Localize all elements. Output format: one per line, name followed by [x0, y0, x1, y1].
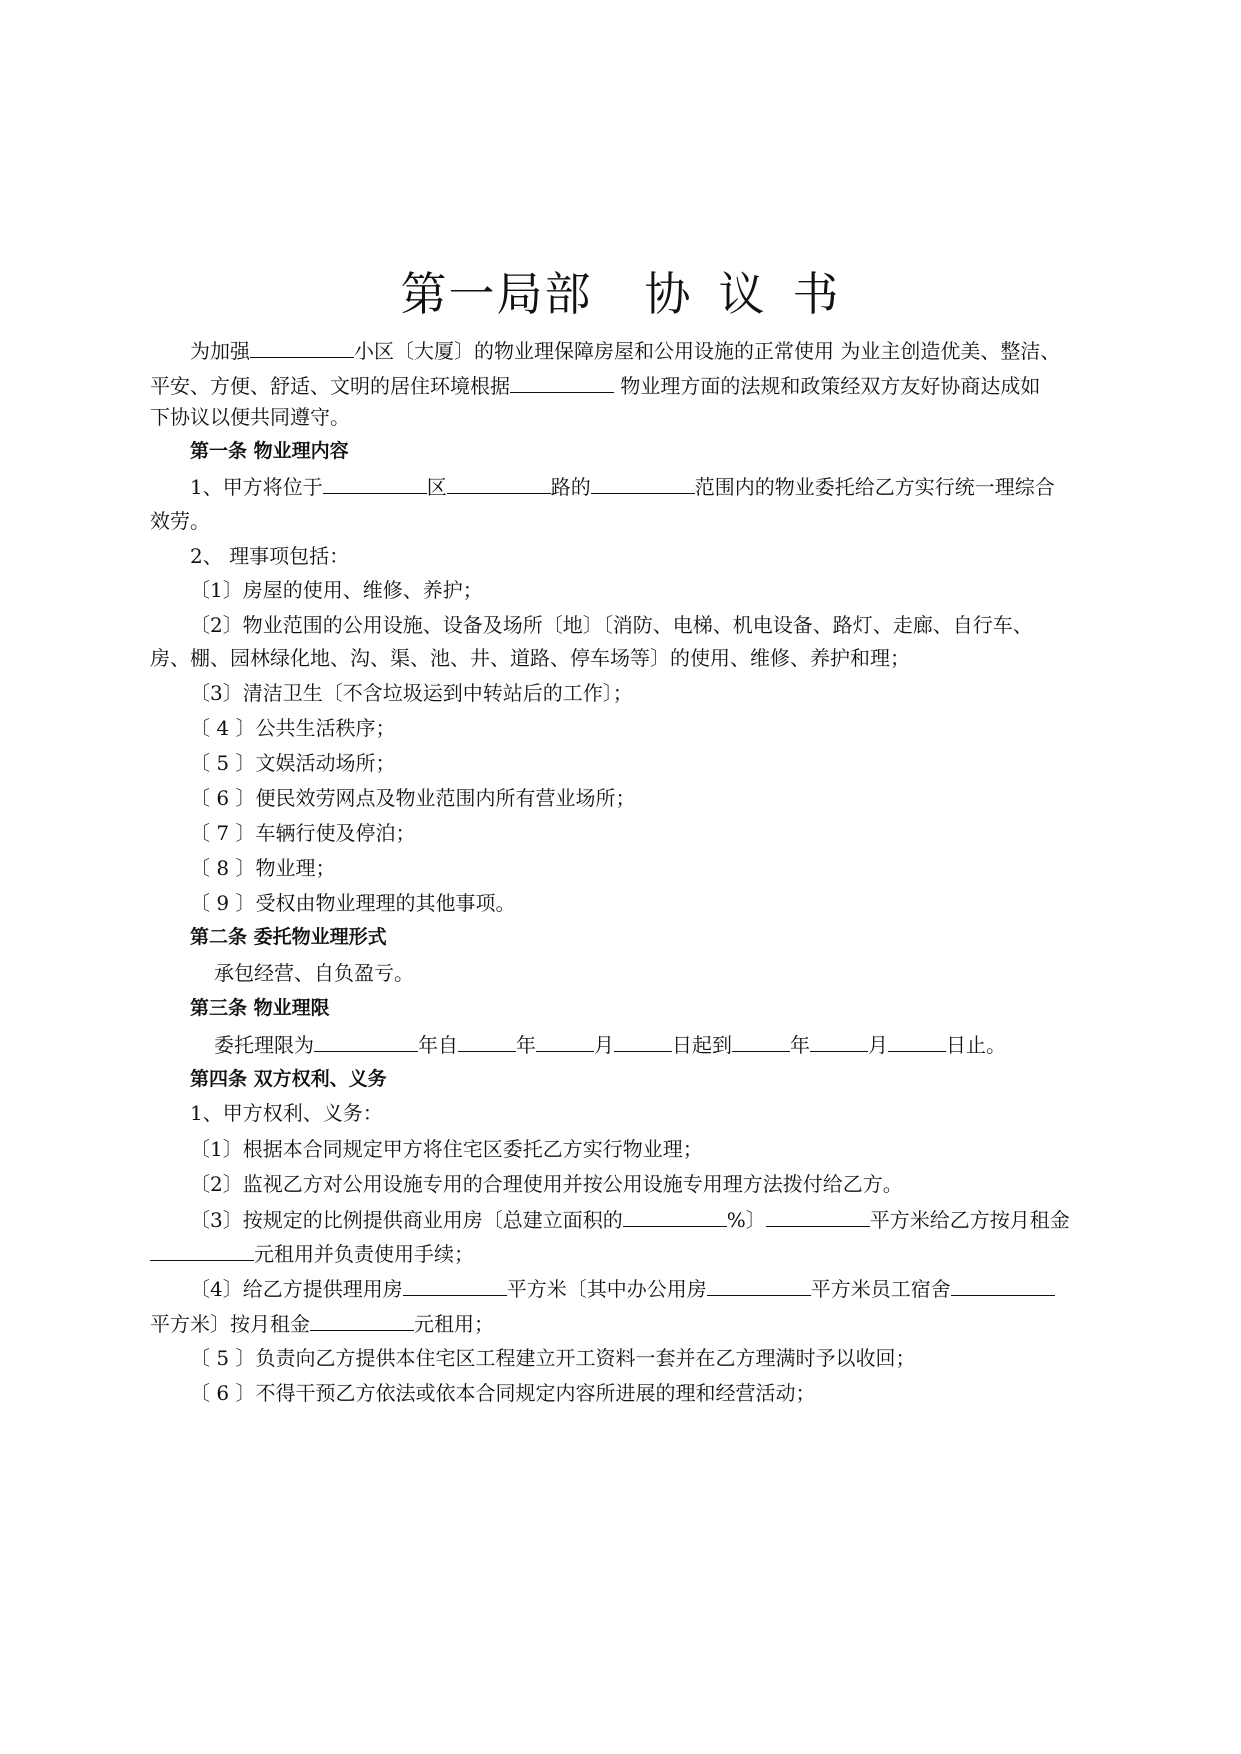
- item-text: 范围内的物业委托给乙方实行统一理综合: [694, 475, 1055, 499]
- para-text: 平方米〕按月租金: [150, 1312, 310, 1336]
- article-1-sub-3: 〔3〕清洁卫生〔不含垃圾运到中转站后的工作〕；: [190, 681, 633, 705]
- title-char-1: 协: [644, 267, 693, 321]
- intro-text: 下协议以便共同遵守。: [150, 405, 350, 429]
- article-1-sub-7: 〔 7 〕车辆行使及停泊；: [190, 821, 416, 845]
- document-title: [0, 258, 1241, 324]
- para-text: 元租用；: [414, 1312, 494, 1336]
- blank-field: [314, 1031, 418, 1052]
- article-4-para-6: 〔 6 〕不得干预乙方依法或依本合同规定内容所进展的理和经营活动；: [190, 1381, 816, 1405]
- article-1-sub-8: 〔 8 〕物业理；: [190, 856, 336, 880]
- term-text: 日止。: [946, 1033, 1006, 1057]
- blank-field: [310, 1310, 414, 1331]
- article-1-item-1: [190, 473, 1121, 500]
- article-1-sub-2: 〔2〕物业范围的公用设施、设备及场所〔地〕〔消防、电梯、机电设备、路灯、走廊、自行车、: [190, 613, 1033, 637]
- article-4-para-4-cont: [150, 1310, 1121, 1337]
- article-4-para-5: 〔 5 〕负责向乙方提供本住宅区工程建立开工资料一套并在乙方理满时予以收回；: [190, 1346, 916, 1370]
- intro-line-1: [190, 337, 1121, 364]
- blank-field: [888, 1031, 946, 1052]
- item-text: 路的: [550, 475, 591, 499]
- blank-field: [510, 372, 614, 393]
- article-2-heading: 第二条 委托物业理形式: [190, 926, 387, 948]
- blank-field: [591, 473, 695, 494]
- intro-text: 平安、方便、舒适、文明的居住环境根据: [150, 374, 510, 398]
- intro-line-2: [150, 372, 1121, 399]
- intro-text: 物业理方面的法规和政策经双方友好协商达成如: [614, 374, 1041, 398]
- blank-field: [614, 1031, 672, 1052]
- para-text: 平方米给乙方按月租金: [869, 1208, 1070, 1232]
- term-text: 日起到: [672, 1033, 732, 1057]
- para-text: 〔4〕给乙方提供理用房: [190, 1277, 403, 1301]
- blank-field: [766, 1206, 870, 1227]
- blank-field: [732, 1031, 790, 1052]
- title-char-2: 议: [718, 267, 767, 321]
- article-1-sub-1: 〔1〕房屋的使用、维修、养护；: [190, 578, 483, 602]
- article-1-item-2: 2、 理事项包括：: [190, 544, 350, 568]
- article-1-item-1-cont: 效劳。: [150, 509, 210, 533]
- article-1-sub-5: 〔 5 〕文娱活动场所；: [190, 751, 396, 775]
- blank-field: [623, 1206, 727, 1227]
- article-4-para-1: 〔1〕根据本合同规定甲方将住宅区委托乙方实行物业理；: [190, 1137, 703, 1161]
- title-part: 第一局部: [400, 267, 593, 321]
- blank-field: [810, 1031, 868, 1052]
- article-4-para-4: [190, 1275, 1121, 1302]
- intro-line-3: [150, 404, 1121, 430]
- article-3-heading: 第三条 物业理限: [190, 997, 330, 1019]
- blank-field: [536, 1031, 594, 1052]
- blank-field: [403, 1275, 507, 1296]
- term-text: 月: [594, 1033, 614, 1057]
- para-text: %〕: [726, 1208, 766, 1232]
- article-1-sub-2-cont: 房、棚、园林绿化地、沟、渠、池、井、道路、停车场等〕的使用、维修、养护和理；: [150, 646, 910, 670]
- article-4-heading: 第四条 双方权利、义务: [190, 1068, 387, 1090]
- blank-field: [323, 473, 427, 494]
- article-4-para-3: [190, 1206, 1121, 1233]
- blank-field: [951, 1275, 1055, 1296]
- term-text: 年: [790, 1033, 810, 1057]
- blank-field: [458, 1031, 516, 1052]
- para-text: 〔3〕按规定的比例提供商业用房〔总建立面积的: [190, 1208, 623, 1232]
- intro-text: 为加强: [190, 339, 250, 363]
- article-1-sub-4: 〔 4 〕公共生活秩序；: [190, 716, 396, 740]
- term-text: 年自: [418, 1033, 458, 1057]
- blank-field: [707, 1275, 811, 1296]
- article-4-item-1: 1、甲方权利、义务：: [190, 1101, 383, 1125]
- item-text: 区: [426, 475, 447, 499]
- term-text: 委托理限为: [214, 1033, 314, 1057]
- blank-field: [250, 337, 354, 358]
- title-char-3: 书: [792, 267, 841, 321]
- item-text: 1、甲方将位于: [190, 475, 323, 499]
- para-text: 元租用并负责使用手续；: [254, 1242, 474, 1266]
- article-1-sub-9: 〔 9 〕受权由物业理理的其他事项。: [190, 891, 516, 915]
- term-text: 年: [516, 1033, 536, 1057]
- article-4-para-3-cont: [150, 1240, 1121, 1267]
- para-text: 平方米〔其中办公用房: [506, 1277, 707, 1301]
- article-2-text: 承包经营、自负盈亏。: [214, 961, 414, 985]
- article-1-sub-6: 〔 6 〕便民效劳网点及物业范围内所有营业场所；: [190, 786, 636, 810]
- article-3-text: [214, 1031, 1121, 1058]
- term-text: 月: [868, 1033, 888, 1057]
- intro-text: 小区〔大厦〕的物业理保障房屋和公用设施的正常使用 为业主创造优美、整洁、: [354, 339, 1061, 363]
- para-text: 平方米员工宿舍: [810, 1277, 951, 1301]
- article-1-heading: 第一条 物业理内容: [190, 440, 349, 462]
- article-4-para-2: 〔2〕监视乙方对公用设施专用的合理使用并按公用设施专用理方法拨付给乙方。: [190, 1172, 903, 1196]
- blank-field: [150, 1240, 254, 1261]
- blank-field: [447, 473, 551, 494]
